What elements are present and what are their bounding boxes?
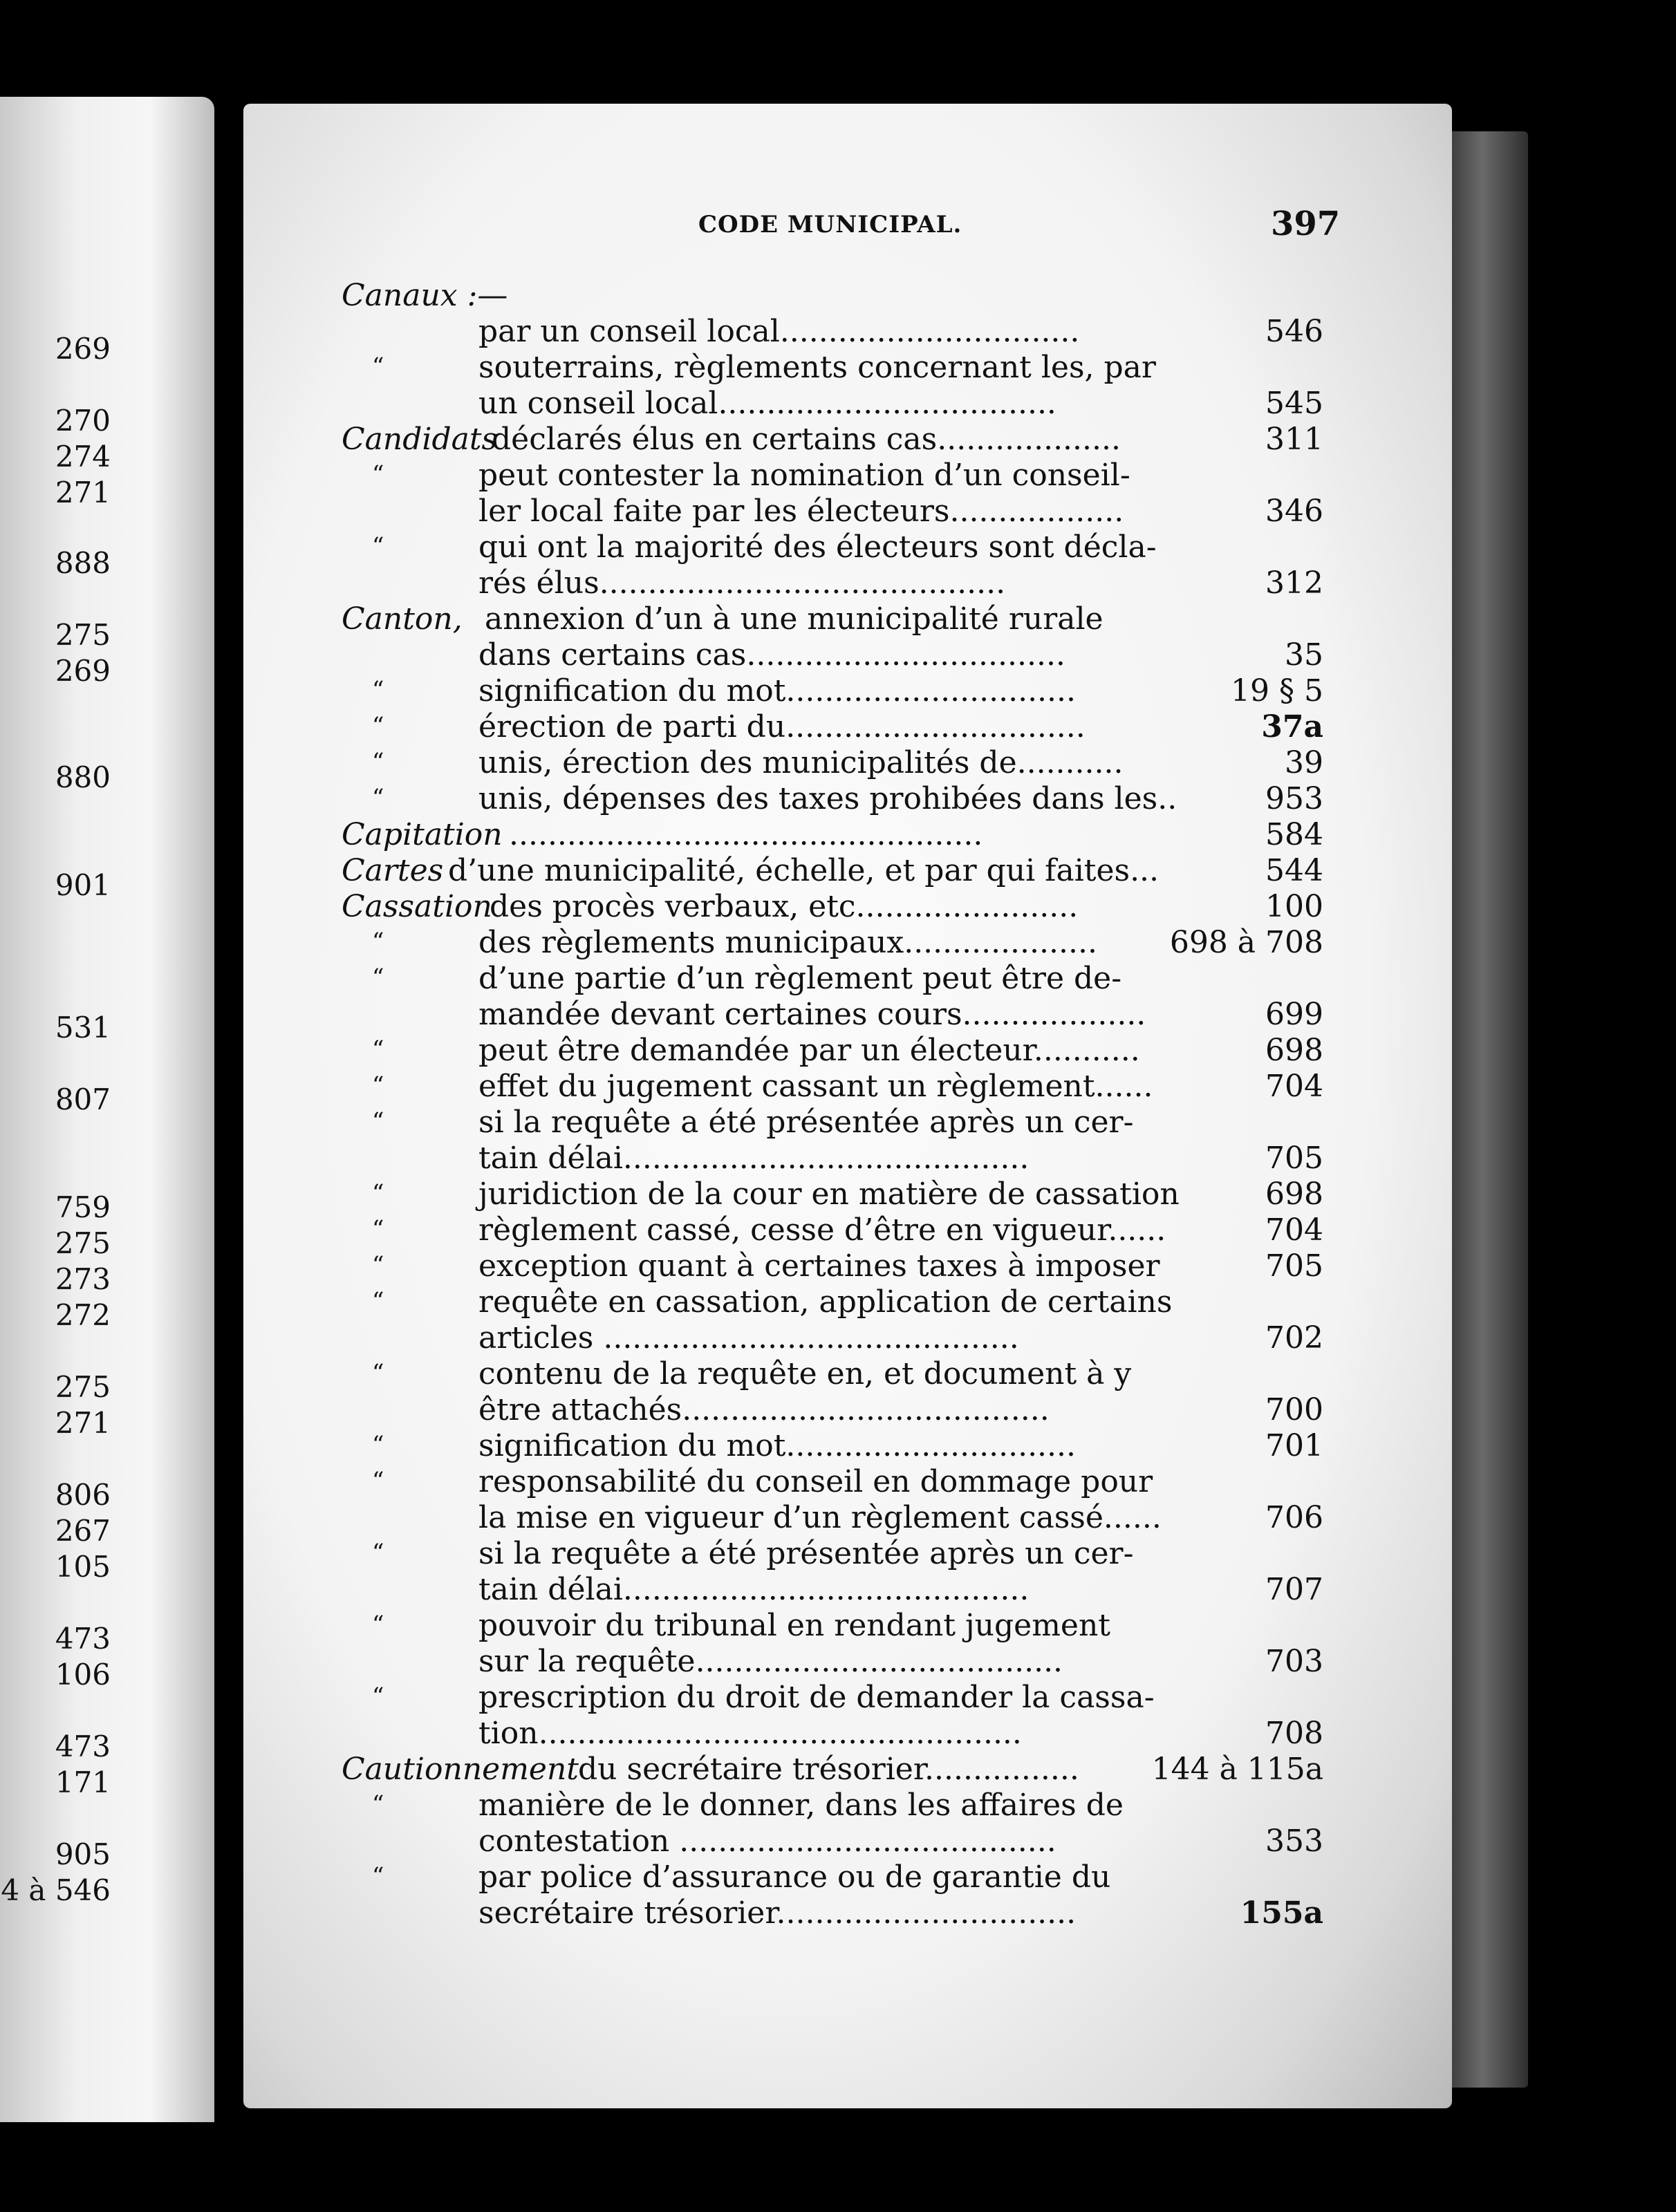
ditto-mark: “ (372, 1251, 384, 1279)
entry-text: des règlements municipaux.................... (478, 925, 1097, 960)
left-page-reference-number: 271 (55, 1406, 111, 1440)
entry-article-reference: 707 (1265, 1572, 1323, 1607)
index-entry (0, 1500, 1676, 1536)
ditto-mark: “ (372, 928, 384, 955)
index-entry (0, 1752, 1676, 1788)
entry-text: être attachés...................................... (478, 1392, 1050, 1427)
entry-article-reference: 144 à 115a (1151, 1752, 1323, 1787)
left-page-reference-number: 105 (55, 1550, 111, 1584)
entry-text: peut être demandée par un électeur........... (478, 1033, 1140, 1068)
entry-article-reference: 100 (1265, 889, 1323, 924)
index-entry (0, 1464, 1676, 1500)
index-entry (0, 565, 1676, 601)
ditto-mark: “ (372, 964, 384, 991)
index-entry (0, 1248, 1676, 1284)
entry-heading: Cassation (342, 889, 492, 924)
left-page-reference-number: 269 (55, 654, 111, 688)
ditto-mark: “ (372, 1683, 384, 1710)
ditto-mark: “ (372, 1179, 384, 1207)
entry-text: souterrains, règlements concernant les, par (478, 350, 1156, 385)
left-page-reference-number: 274 (55, 440, 111, 474)
index-entry (0, 1392, 1676, 1428)
entry-article-reference: 704 (1265, 1212, 1323, 1248)
index-entry (0, 673, 1676, 709)
index-entry (0, 1644, 1676, 1680)
entry-text: ler local faite par les électeurs.................. (478, 494, 1124, 529)
index-entry (0, 853, 1676, 889)
entry-article-reference: 545 (1265, 386, 1323, 421)
entry-text: annexion d’un à une municipalité rurale (485, 601, 1104, 637)
ditto-mark: “ (372, 1035, 384, 1063)
entry-text: un conseil local................................... (478, 386, 1056, 421)
left-page-reference-number: 473 (55, 1730, 111, 1763)
index-entry (0, 925, 1676, 961)
index-entry (0, 458, 1676, 494)
entry-text: si la requête a été présentée après un cer- (478, 1105, 1134, 1140)
entry-text: déclarés élus en certains cas................... (492, 422, 1121, 457)
entry-article-reference: 311 (1265, 422, 1323, 457)
left-page-reference-number: 275 (55, 1226, 111, 1260)
ditto-mark: “ (372, 1071, 384, 1099)
entry-article-reference: 39 (1285, 745, 1323, 780)
page-number: 397 (1271, 205, 1341, 243)
entry-text: manière de le donner, dans les affaires de (478, 1788, 1124, 1823)
entry-text: tain délai.......................................... (478, 1141, 1030, 1176)
entry-text: par police d’assurance ou de garantie du (478, 1859, 1111, 1895)
ditto-mark: “ (372, 1790, 384, 1818)
left-page-reference-number: 905 (55, 1837, 111, 1871)
entry-article-reference: 953 (1265, 781, 1323, 816)
entry-article-reference: 698 à 708 (1169, 925, 1323, 960)
index-entry (0, 1105, 1676, 1141)
index-entry (0, 1895, 1676, 1931)
entry-text: par un conseil local............................... (478, 314, 1080, 349)
entry-text: d’une partie d’un règlement peut être de- (478, 961, 1122, 996)
entry-article-reference: 346 (1265, 494, 1323, 529)
ditto-mark: “ (372, 1107, 384, 1135)
left-page-reference-number: 806 (55, 1478, 111, 1512)
entry-text: juridiction de la cour en matière de cassation (478, 1177, 1180, 1212)
entry-text: érection de parti du............................... (478, 709, 1086, 744)
index-entry (0, 1284, 1676, 1320)
left-page-reference-number: 273 (55, 1262, 111, 1296)
index-entry (0, 817, 1676, 853)
left-page-reference-number: 531 (55, 1011, 111, 1044)
index-entry (0, 314, 1676, 350)
left-page-reference-number: 880 (55, 760, 111, 794)
left-page-reference-number: 759 (55, 1190, 111, 1224)
entry-article-reference: 155a (1240, 1895, 1323, 1931)
left-page-reference-number: 275 (55, 618, 111, 652)
entry-article-reference: 700 (1265, 1392, 1323, 1427)
index-entry (0, 1824, 1676, 1859)
entry-text: articles ........................................... (478, 1320, 1019, 1356)
left-page-reference-number: 807 (55, 1082, 111, 1116)
index-entry (0, 1428, 1676, 1464)
ditto-mark: “ (372, 1215, 384, 1243)
left-page-reference-number: 275 (55, 1370, 111, 1404)
entry-article-reference: 353 (1265, 1824, 1323, 1859)
entry-article-reference: 704 (1265, 1069, 1323, 1104)
ditto-mark: “ (372, 1431, 384, 1459)
index-entry (0, 1536, 1676, 1572)
entry-article-reference: 584 (1265, 817, 1323, 852)
entry-article-reference: 708 (1265, 1716, 1323, 1751)
ditto-mark: “ (372, 460, 384, 488)
running-header: CODE MUNICIPAL. (698, 211, 962, 238)
entry-text: secrétaire trésorier............................... (478, 1895, 1077, 1931)
entry-text: d’une municipalité, échelle, et par qui faites... (448, 853, 1160, 888)
index-entry (0, 961, 1676, 997)
index-entry (0, 997, 1676, 1033)
left-page-reference-number: 4 à 546 (1, 1873, 111, 1907)
ditto-mark: “ (372, 1359, 384, 1387)
entry-text: effet du jugement cassant un règlement...... (478, 1069, 1153, 1104)
index-entry (0, 1608, 1676, 1644)
entry-text: requête en cassation, application de certains (478, 1284, 1173, 1320)
ditto-mark: “ (372, 1539, 384, 1566)
entry-text: exception quant à certaines taxes à imposer (478, 1248, 1160, 1284)
ditto-mark: “ (372, 676, 384, 704)
ditto-mark: “ (372, 712, 384, 740)
entry-article-reference: 19 § 5 (1231, 673, 1323, 709)
ditto-mark: “ (372, 532, 384, 560)
entry-text: peut contester la nomination d’un conseil- (478, 458, 1130, 493)
index-entry (0, 709, 1676, 745)
index-entry (0, 1033, 1676, 1069)
left-page-reference-number: 272 (55, 1298, 111, 1332)
entry-heading: Capitation (342, 817, 503, 852)
entry-text: sur la requête...................................... (478, 1644, 1063, 1679)
ditto-mark: “ (372, 1287, 384, 1315)
left-page-reference-number: 267 (55, 1514, 111, 1548)
left-page-reference-number: 271 (55, 476, 111, 509)
entry-text: qui ont la majorité des électeurs sont décla- (478, 529, 1157, 565)
entry-article-reference: 706 (1265, 1500, 1323, 1535)
index-entry (0, 1212, 1676, 1248)
entry-text: contenu de la requête en, et document à y (478, 1356, 1132, 1391)
index-entry (0, 1069, 1676, 1105)
left-page-reference-number: 270 (55, 404, 111, 438)
entry-heading: Cautionnement (342, 1752, 579, 1787)
index-entry (0, 1680, 1676, 1716)
entry-text: signification du mot.............................. (478, 673, 1076, 709)
index-entry (0, 1572, 1676, 1608)
ditto-mark: “ (372, 1862, 384, 1890)
index-entry (0, 1141, 1676, 1177)
entry-article-reference: 698 (1265, 1033, 1323, 1068)
index-entry (0, 601, 1676, 637)
entry-article-reference: 312 (1265, 565, 1323, 601)
left-page-reference-number: 888 (55, 546, 111, 580)
index-entry (0, 1859, 1676, 1895)
entry-text: contestation ....................................... (478, 1824, 1056, 1859)
entry-text: tion.................................................. (478, 1716, 1022, 1751)
left-page-reference-number: 473 (55, 1622, 111, 1656)
entry-heading: Canton, (342, 601, 463, 637)
entry-text: la mise en vigueur d’un règlement cassé...... (478, 1500, 1162, 1535)
entry-article-reference: 544 (1265, 853, 1323, 888)
index-entry (0, 494, 1676, 529)
entry-text: unis, érection des municipalités de........... (478, 745, 1124, 780)
index-entry (0, 637, 1676, 673)
entry-text: mandée devant certaines cours................... (478, 997, 1146, 1032)
ditto-mark: “ (372, 784, 384, 812)
entry-heading: Candidats (342, 422, 498, 457)
entry-text: responsabilité du conseil en dommage pour (478, 1464, 1153, 1499)
index-entry (0, 278, 1676, 314)
entry-article-reference: 37a (1261, 709, 1323, 744)
index-entry (0, 1716, 1676, 1752)
ditto-mark: “ (372, 1467, 384, 1494)
left-page-reference-number: 171 (55, 1765, 111, 1799)
left-page-reference-number: 269 (55, 332, 111, 366)
entry-article-reference: 702 (1265, 1320, 1323, 1356)
entry-heading: Canaux :— (342, 278, 508, 313)
entry-text: si la requête a été présentée après un cer- (478, 1536, 1134, 1571)
entry-text: règlement cassé, cesse d’être en vigueur...... (478, 1212, 1166, 1248)
entry-text: tain délai.......................................... (478, 1572, 1030, 1607)
ditto-mark: “ (372, 748, 384, 776)
index-entry (0, 781, 1676, 817)
index-entry (0, 422, 1676, 458)
entry-article-reference: 705 (1265, 1141, 1323, 1176)
entry-heading: Cartes (342, 853, 444, 888)
index-entry (0, 1320, 1676, 1356)
entry-text: du secrétaire trésorier................ (578, 1752, 1079, 1787)
entry-text: dans certains cas................................. (478, 637, 1065, 673)
entry-article-reference: 698 (1265, 1177, 1323, 1212)
index-entry (0, 529, 1676, 565)
entry-text: des procès verbaux, etc....................... (490, 889, 1079, 924)
entry-text: ................................................. (509, 817, 983, 852)
index-entry (0, 745, 1676, 781)
entry-text: rés élus.......................................... (478, 565, 1006, 601)
ditto-mark: “ (372, 1611, 384, 1638)
index-entry (0, 889, 1676, 925)
index-entry (0, 1356, 1676, 1392)
index-entry (0, 1788, 1676, 1824)
ditto-mark: “ (372, 353, 384, 380)
entry-text: prescription du droit de demander la cassa- (478, 1680, 1155, 1715)
entry-article-reference: 35 (1285, 637, 1323, 673)
index-entry (0, 386, 1676, 422)
index-entry (0, 350, 1676, 386)
entry-article-reference: 705 (1265, 1248, 1323, 1284)
entry-article-reference: 699 (1265, 997, 1323, 1032)
entry-text: signification du mot.............................. (478, 1428, 1076, 1463)
left-page-reference-number: 901 (55, 868, 111, 902)
entry-text: pouvoir du tribunal en rendant jugement (478, 1608, 1110, 1643)
entry-article-reference: 546 (1265, 314, 1323, 349)
entry-article-reference: 701 (1265, 1428, 1323, 1463)
entry-article-reference: 703 (1265, 1644, 1323, 1679)
index-entry (0, 1177, 1676, 1212)
left-page-reference-number: 106 (55, 1658, 111, 1691)
entry-text: unis, dépenses des taxes prohibées dans les.. (478, 781, 1177, 816)
